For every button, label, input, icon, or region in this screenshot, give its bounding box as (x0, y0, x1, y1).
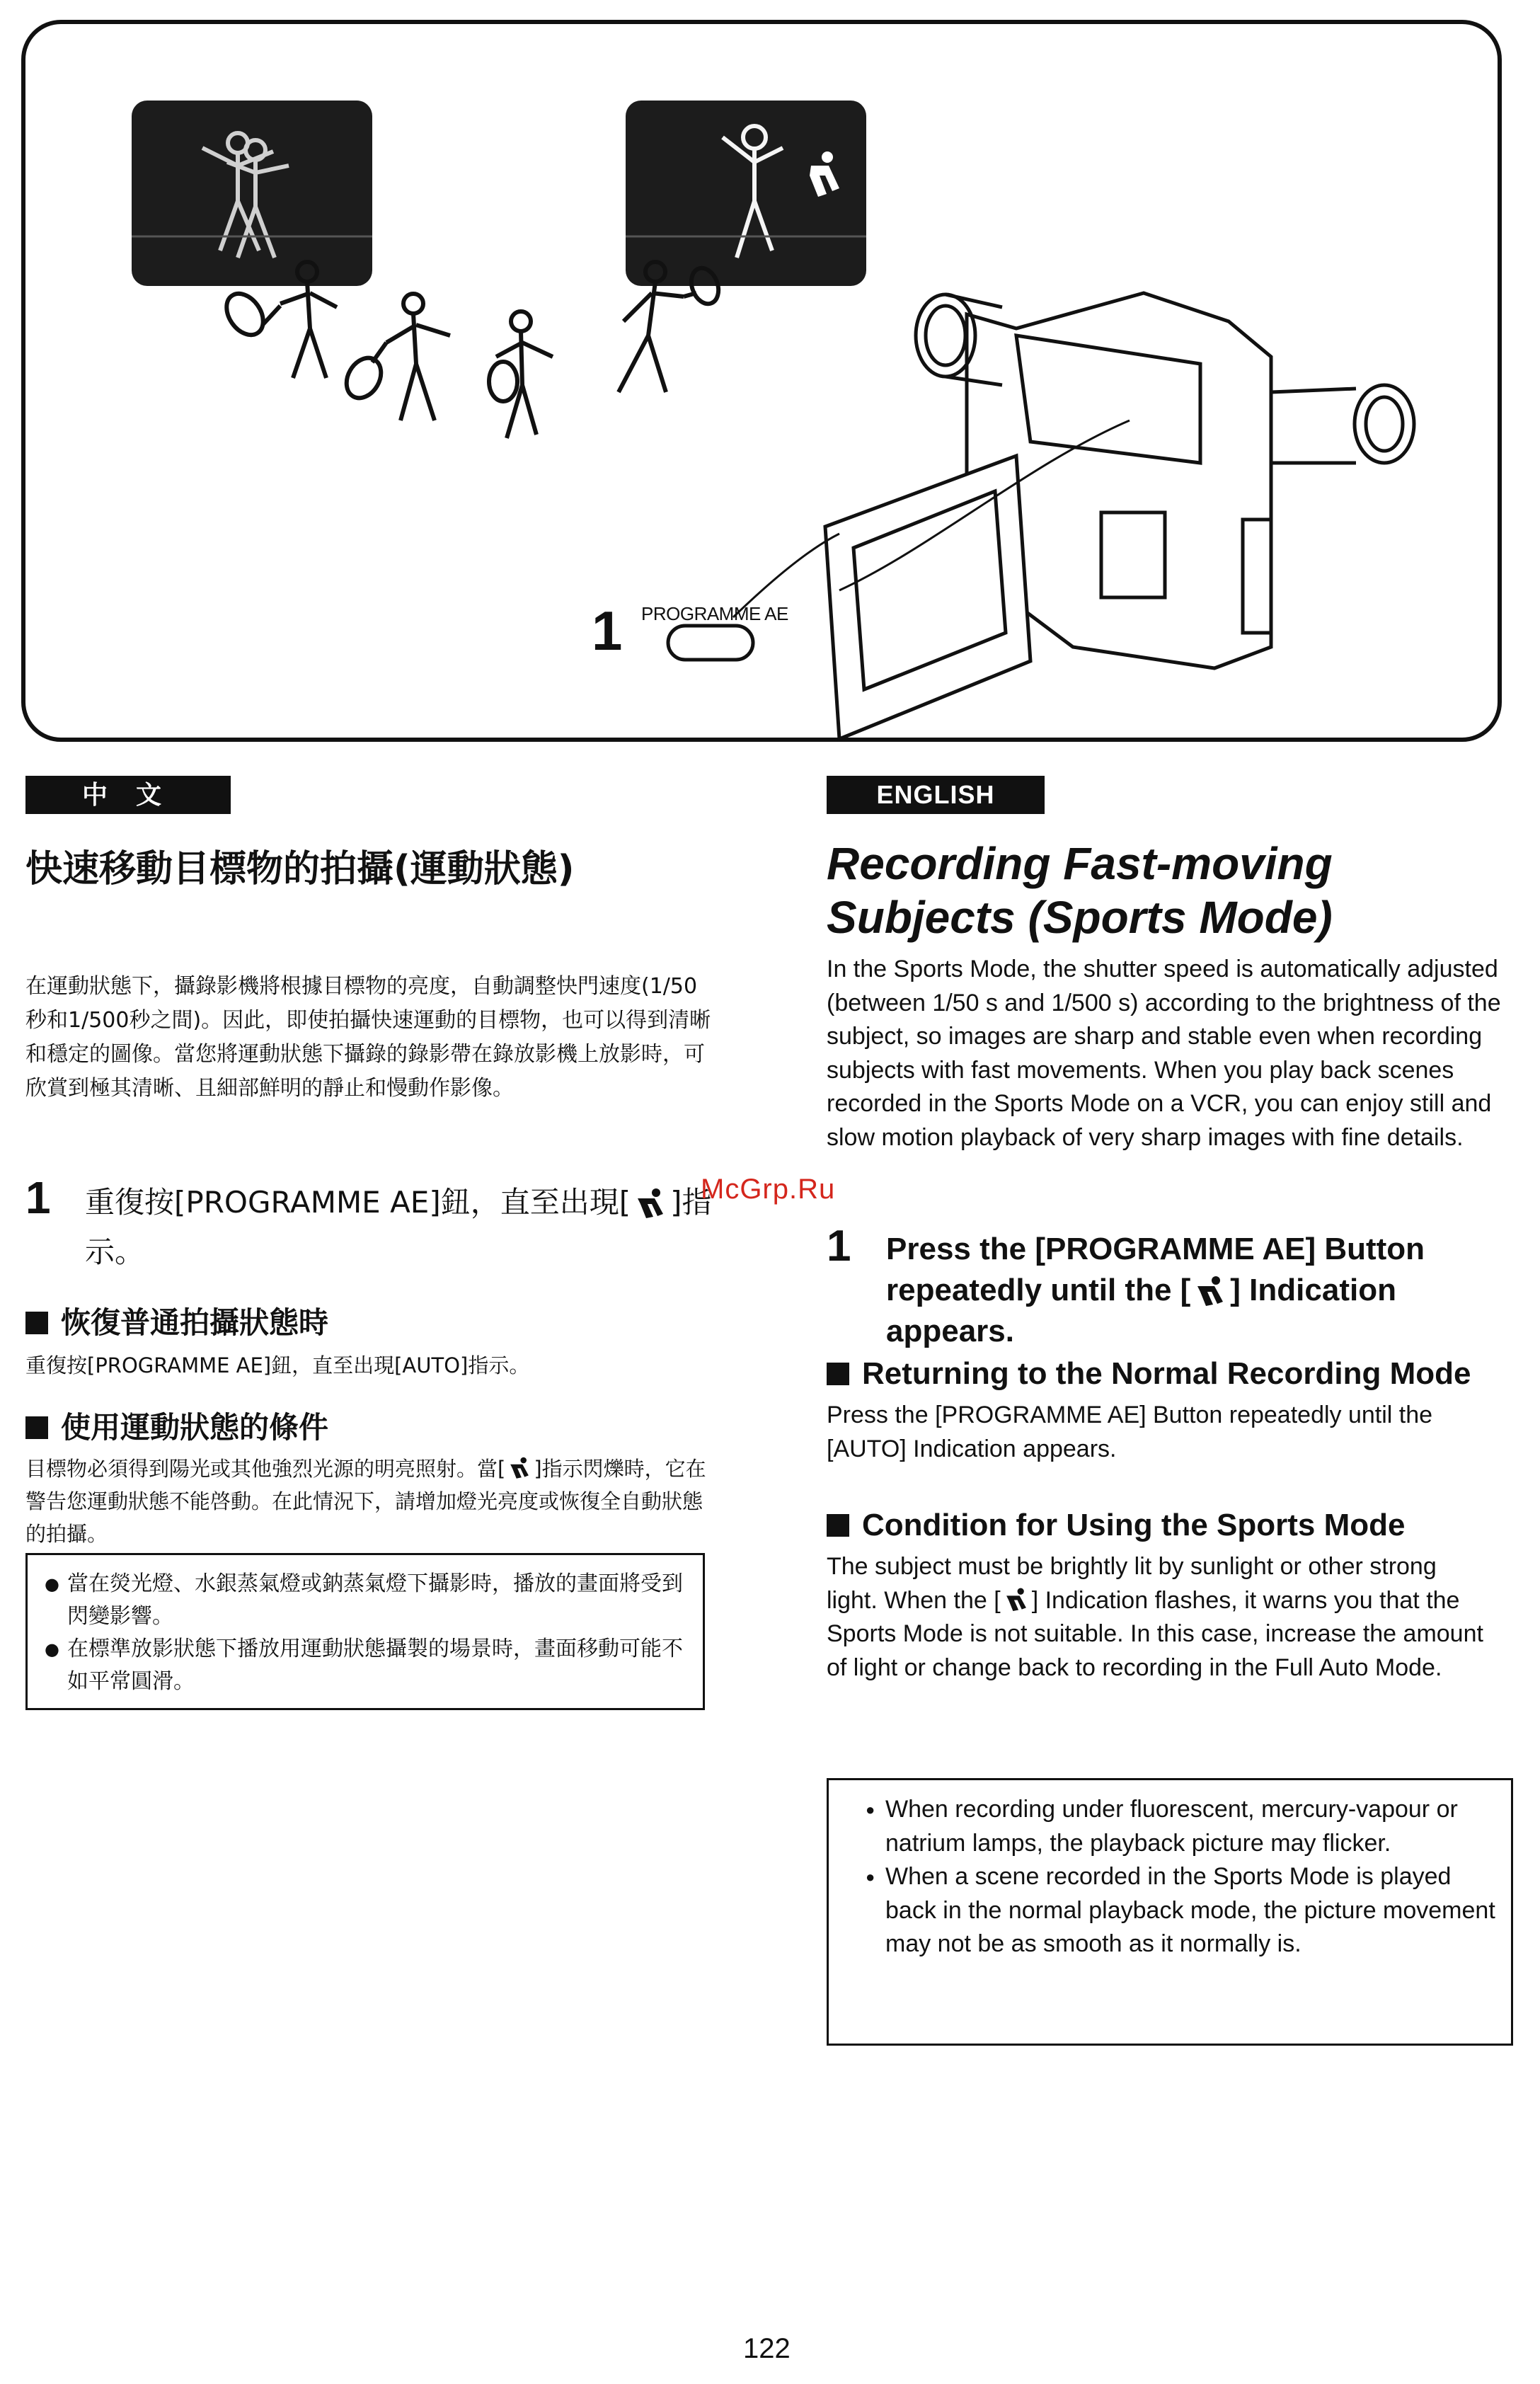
sports-mode-icon (1190, 1275, 1230, 1306)
chinese-heading-condition (25, 1404, 719, 1447)
step-text-after: ] Indication appears. (886, 1273, 1396, 1348)
chinese-heading-return (25, 1300, 719, 1342)
english-section-tag: ENGLISH (827, 776, 1045, 814)
tennis-player-sequence (219, 262, 723, 438)
chinese-condition-text (25, 1452, 712, 1550)
monitor-screen-blurred (132, 101, 372, 286)
chinese-intro: 在運動狀態下，攝錄影機將根據目標物的亮度，自動調整快門速度(1/50秒和1/500秒之間)。因此，即使拍攝快速運動的目標物，也可以得到清晰和穩定的圖像。當您將運動狀態下攝錄的錄影帶在錄放影機上放影時，可欣賞到極其清晰、且細部鮮明的靜止和慢動作影像。 (25, 974, 711, 1101)
programme-ae-button-graphic (668, 626, 753, 660)
sports-mode-icon (631, 1187, 670, 1218)
note-item: ● 在標準放影狀態下播放用運動狀態攝製的場景時，畫面移動可能不如平常圓滑。 (45, 1633, 689, 1698)
condition-text-after: ]指示閃爍時，它在警告您運動狀態不能啓動。在此情況下，請增加燈光亮度或恢復全自動狀態的拍攝。 (25, 1457, 706, 1546)
step-number: 1 (25, 1172, 51, 1223)
english-notes-box (827, 1778, 1513, 2046)
step-text-before: Press the [PROGRAMME AE] Button repeatedly until the [ (886, 1232, 1425, 1307)
heading-text: Returning to the Normal Recording Mode (862, 1356, 1471, 1391)
chinese-notes-box (25, 1553, 705, 1710)
page-number: 122 (743, 2333, 791, 2364)
note-item: ● 當在熒光燈、水銀蒸氣燈或鈉蒸氣燈下攝影時，播放的畫面將受到閃變影響。 (45, 1568, 689, 1633)
english-heading-condition (827, 1508, 1520, 1543)
illustration-panel (21, 20, 1502, 742)
illustration-step-number: 1 (592, 600, 623, 662)
square-bullet-icon (25, 1312, 48, 1334)
square-bullet-icon (827, 1514, 849, 1537)
condition-text-after: ] Indication flashes, it warns you that the Sports Mode is not suitable. In this case, increase the amount of light or change back to recording in the Full Auto Mode. (827, 1586, 1483, 1681)
step-number: 1 (827, 1222, 851, 1271)
english-intro: In the Sports Mode, the shutter speed is automatically adjusted (between 1/50 s and 1/500 s) according to the brightness of the subject, so images are sharp and stable even when recording subjects with fast movements. When you play back scenes recorded in the Sports Mode on a VCR, you can enjoy still and slow motion playback of very sharp images with fine details. (827, 956, 1501, 1151)
chinese-section-tag: 中文 (25, 776, 231, 814)
heading-text: 恢復普通拍攝狀態時 (61, 1305, 329, 1340)
chinese-title: 快速移動目標物的拍攝(運動狀態) (25, 848, 575, 890)
programme-ae-caption: PROGRAMME AE (641, 603, 788, 624)
english-heading-return (827, 1356, 1520, 1392)
heading-text: Condition for Using the Sports Mode (862, 1508, 1406, 1542)
watermark-text: McGrp.Ru (701, 1174, 836, 1205)
english-title: Recording Fast-moving Subjects (Sports Mode) (827, 838, 1333, 943)
step-text-after: ]指示。 (85, 1185, 712, 1269)
condition-text-before: The subject must be brightly lit by sunlight or other strong light. When the [ (827, 1553, 1437, 1614)
step-text (886, 1229, 1509, 1352)
chinese-return-text: 重復按[PROGRAMME AE]鈕，直至出現[AUTO]指示。 (25, 1353, 530, 1377)
step-text-before: 重復按[PROGRAMME AE]鈕，直至出現[ (85, 1185, 631, 1220)
square-bullet-icon (827, 1363, 849, 1385)
sports-mode-icon (1001, 1587, 1032, 1611)
step-text (85, 1178, 736, 1277)
sports-mode-illustration (25, 24, 1506, 746)
camcorder-illustration (825, 293, 1414, 739)
note-item: ● When a scene recorded in the Sports Mode is played back in the normal playback mode, the picture movement may not be as smooth as it normally is. (867, 1860, 1497, 1961)
sports-mode-icon (505, 1456, 534, 1479)
english-condition-text (827, 1550, 1492, 1685)
heading-text: 使用運動狀態的條件 (61, 1410, 329, 1445)
note-item: ● When recording under fluorescent, mercury-vapour or natrium lamps, the playback picture may flicker. (867, 1793, 1497, 1860)
square-bullet-icon (25, 1416, 48, 1439)
english-return-text: Press the [PROGRAMME AE] Button repeatedly until the [AUTO] Indication appears. (827, 1402, 1433, 1462)
condition-text-before: 目標物必須得到陽光或其他強烈光源的明亮照射。當[ (25, 1457, 506, 1481)
